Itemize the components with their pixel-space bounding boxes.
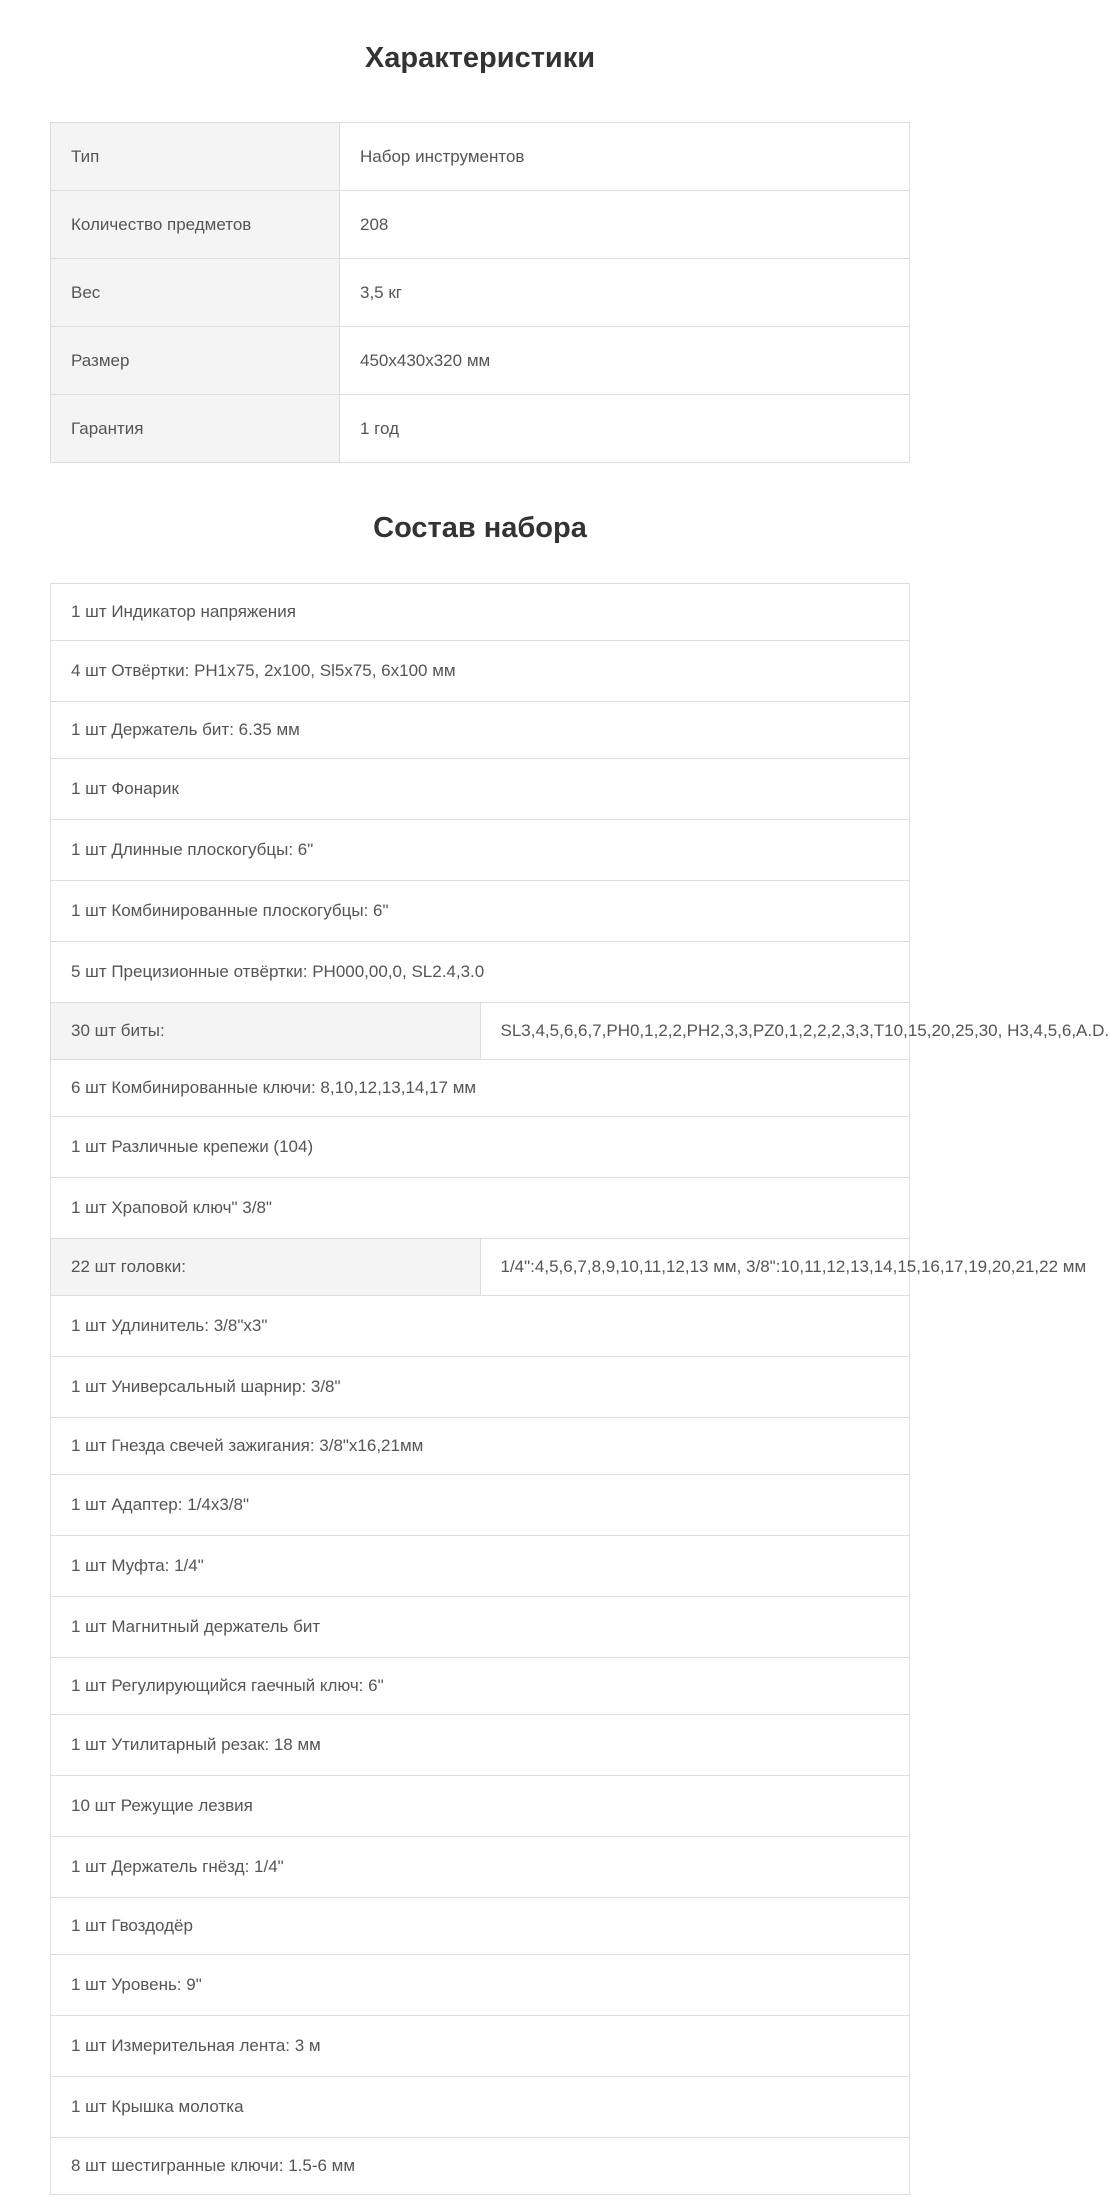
specs-key: Тип: [51, 123, 340, 191]
kit-row: [51, 1178, 910, 1239]
kit-item: 1 шт Крышка молотка: [51, 2077, 910, 2138]
kit-row: [51, 1475, 910, 1536]
specs-key: Гарантия: [51, 395, 340, 463]
kit-row: [51, 584, 910, 641]
kit-row: [51, 881, 910, 942]
kit-item: 6 шт Комбинированные ключи: 8,10,12,13,14,17 мм: [51, 1060, 910, 1117]
specs-value: 208: [340, 191, 910, 259]
kit-item: 1 шт Держатель бит: 6.35 мм: [51, 702, 910, 759]
specs-row: [51, 123, 910, 191]
kit-row: [51, 1898, 910, 1955]
kit-row: [51, 1597, 910, 1658]
specs-value: 1 год: [340, 395, 910, 463]
kit-item-value: 1/4":4,5,6,7,8,9,10,11,12,13 мм, 3/8":10,11,12,13,14,15,16,17,19,20,21,22 мм: [480, 1239, 910, 1296]
kit-item: 1 шт Длинные плоскогубцы: 6": [51, 820, 910, 881]
kit-row: [51, 1296, 910, 1357]
specs-title: Характеристики: [364, 42, 596, 74]
specs-row: [51, 191, 910, 259]
kit-item: 4 шт Отвёртки: PH1x75, 2x100, Sl5x75, 6x100 мм: [51, 641, 910, 702]
kit-row: [51, 2138, 910, 2195]
kit-row: [51, 1536, 910, 1597]
kit-table: [50, 583, 1109, 2195]
kit-item: 1 шт Удлинитель: 3/8"x3": [51, 1296, 910, 1357]
kit-row: [51, 1418, 910, 1475]
kit-row: [51, 2077, 910, 2138]
specs-key: Вес: [51, 259, 340, 327]
kit-item-key: 22 шт головки:: [51, 1239, 481, 1296]
kit-item: 5 шт Прецизионные отвёртки: PH000,00,0, SL2.4,3.0: [51, 942, 910, 1003]
kit-row: [51, 1117, 910, 1178]
specs-row: [51, 259, 910, 327]
specs-key: Количество предметов: [51, 191, 340, 259]
kit-row: [51, 2016, 910, 2077]
kit-row: [51, 641, 910, 702]
kit-row: [51, 1715, 910, 1776]
kit-row: [51, 759, 910, 820]
kit-row: [51, 1239, 910, 1296]
specs-value: 3,5 кг: [340, 259, 910, 327]
kit-item: 1 шт Регулирующийся гаечный ключ: 6": [51, 1658, 910, 1715]
kit-item: 1 шт Комбинированные плоскогубцы: 6": [51, 881, 910, 942]
kit-item: 8 шт шестигранные ключи: 1.5-6 мм: [51, 2138, 910, 2195]
specs-value: Набор инструментов: [340, 123, 910, 191]
kit-row: [51, 942, 910, 1003]
kit-item-value: SL3,4,5,6,6,7,PH0,1,2,2,PH2,3,3,PZ0,1,2,2,2,3,3,T10,15,20,25,30, H3,4,5,6,A.D.: [480, 1003, 910, 1060]
kit-row: [51, 1357, 910, 1418]
specs-value: 450x430x320 мм: [340, 327, 910, 395]
kit-row: [51, 1658, 910, 1715]
kit-item: 1 шт Индикатор напряжения: [51, 584, 910, 641]
kit-item: 1 шт Муфта: 1/4": [51, 1536, 910, 1597]
kit-title: Состав набора: [373, 512, 587, 544]
kit-row: [51, 1003, 910, 1060]
kit-item: 1 шт Измерительная лента: 3 м: [51, 2016, 910, 2077]
kit-row: [51, 1776, 910, 1837]
kit-row: [51, 1837, 910, 1898]
kit-item: 1 шт Уровень: 9": [51, 1955, 910, 2016]
kit-item-key: 30 шт биты:: [51, 1003, 481, 1060]
kit-item: 1 шт Гнезда свечей зажигания: 3/8"x16,21мм: [51, 1418, 910, 1475]
specs-key: Размер: [51, 327, 340, 395]
kit-row: [51, 702, 910, 759]
kit-item: 1 шт Магнитный держатель бит: [51, 1597, 910, 1658]
kit-row: [51, 1955, 910, 2016]
kit-item: 1 шт Универсальный шарнир: 3/8": [51, 1357, 910, 1418]
kit-item: 1 шт Гвоздодёр: [51, 1898, 910, 1955]
kit-row: [51, 820, 910, 881]
kit-item: 1 шт Адаптер: 1/4x3/8": [51, 1475, 910, 1536]
specs-row: [51, 395, 910, 463]
specs-table: [50, 122, 910, 463]
specs-row: [51, 327, 910, 395]
kit-item: 1 шт Фонарик: [51, 759, 910, 820]
kit-item: 1 шт Храповой ключ" 3/8": [51, 1178, 910, 1239]
kit-item: 1 шт Утилитарный резак: 18 мм: [51, 1715, 910, 1776]
kit-row: [51, 1060, 910, 1117]
kit-item: 1 шт Различные крепежи (104): [51, 1117, 910, 1178]
kit-item: 1 шт Держатель гнёзд: 1/4": [51, 1837, 910, 1898]
kit-item: 10 шт Режущие лезвия: [51, 1776, 910, 1837]
